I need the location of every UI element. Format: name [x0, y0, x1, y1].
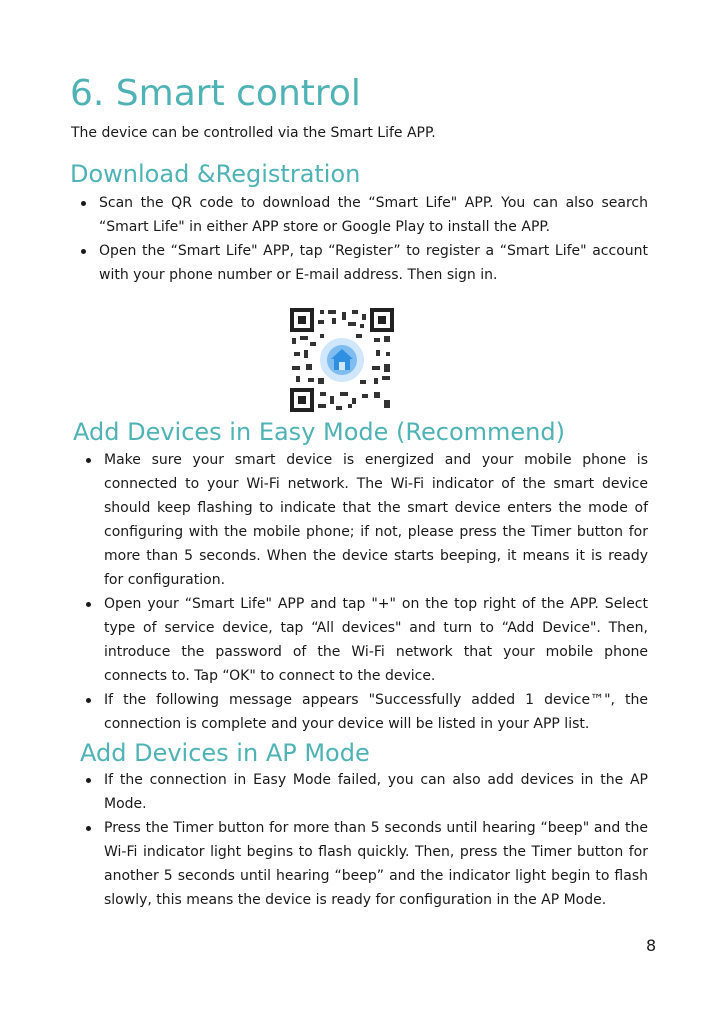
page-title: 6. Smart control	[70, 73, 361, 114]
section-heading-ap-mode: Add Devices in AP Mode	[80, 739, 370, 767]
list-item: If the connection in Easy Mode failed, you can also add devices in the AP Mode.	[78, 768, 648, 816]
ap-mode-bullet-list	[78, 768, 648, 912]
page-number: 8	[646, 936, 657, 955]
list-item: If the following message appears "Successfully added 1 device™", the connection is complete and your device will be listed in your APP list.	[78, 688, 648, 736]
list-item: Make sure your smart device is energized and your mobile phone is connected to your Wi-Fi network. The Wi-Fi indicator of the smart device should keep flashing to indicate that the smart device enters the mode of configuring with the mobile phone; if not, please press the Timer button for more than 5 seconds. When the device starts beeping, it means it is ready for configuration.	[78, 448, 648, 592]
qr-code-icon	[290, 308, 394, 412]
section-heading-download: Download &Registration	[70, 160, 361, 188]
list-item: Press the Timer button for more than 5 seconds until hearing “beep" and the Wi-Fi indicator light begins to flash quickly. Then, press the Timer button for another 5 seconds until hearing “beep” and the indicator light begin to flash slowly, this means the device is ready for configuration in the AP Mode.	[78, 816, 648, 912]
download-bullet-list	[73, 191, 648, 287]
section-heading-easy-mode: Add Devices in Easy Mode (Recommend)	[73, 418, 565, 446]
list-item: Open your “Smart Life" APP and tap "+" on the top right of the APP. Select type of service device, tap “All devices" and turn to “Add Device". Then, introduce the password of the Wi-Fi network that your mobile phone connects to. Tap “OK" to connect to the device.	[78, 592, 648, 688]
easy-mode-bullet-list	[78, 448, 648, 736]
list-item: Scan the QR code to download the “Smart Life" APP. You can also search “Smart Life" in either APP store or Google Play to install the APP.	[73, 191, 648, 239]
intro-text: The device can be controlled via the Smart Life APP.	[71, 125, 436, 141]
list-item: Open the “Smart Life" APP, tap “Register” to register a “Smart Life" account with your phone number or E-mail address. Then sign in.	[73, 239, 648, 287]
